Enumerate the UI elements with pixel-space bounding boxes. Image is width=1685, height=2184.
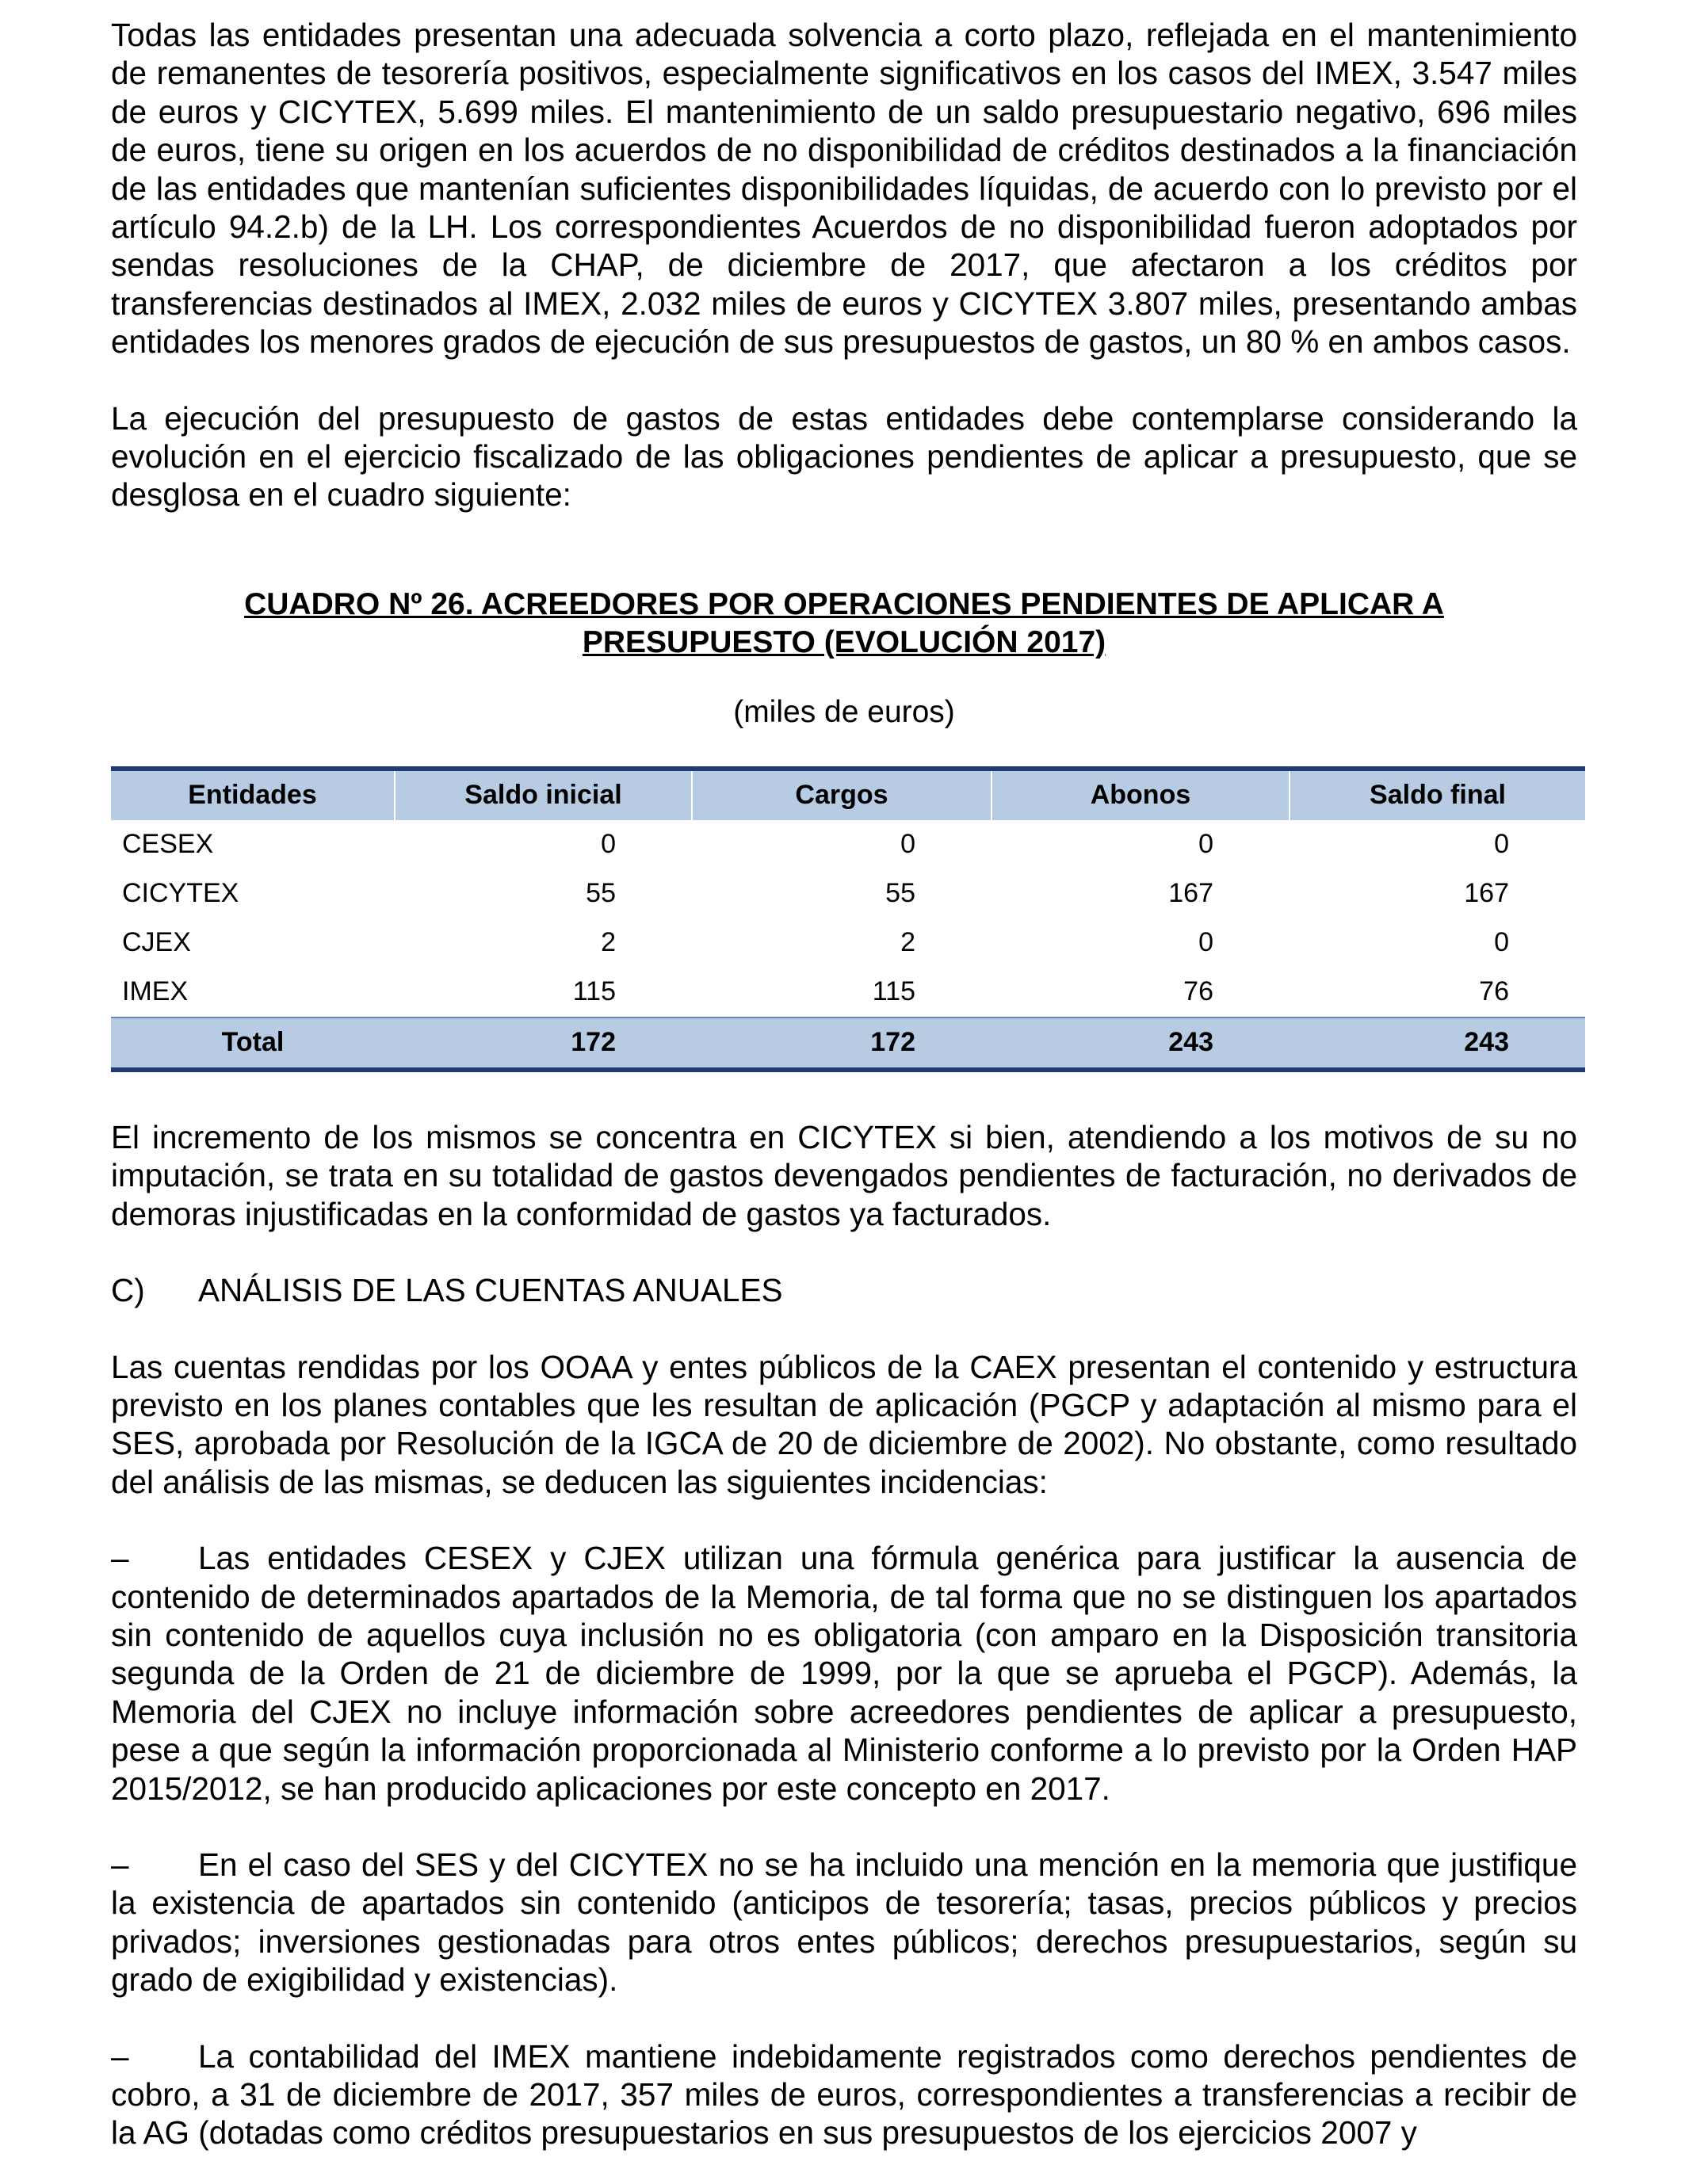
cell-entidad: IMEX <box>122 976 189 1007</box>
bullet-item <box>111 1539 1577 1808</box>
table-row <box>111 869 1585 918</box>
paragraph-gap <box>111 1501 1577 1539</box>
cell-abonos: 167 <box>1168 878 1213 909</box>
cell-saldo-inicial: 115 <box>572 976 616 1007</box>
dash-bullet: – <box>111 2037 129 2075</box>
cell-entidad: CESEX <box>122 829 214 860</box>
table-row <box>111 820 1585 869</box>
cell-saldo-final: 0 <box>1494 927 1509 958</box>
table-header-row <box>111 769 1585 820</box>
bullet-text: La contabilidad del IMEX mantiene indebidamente registrados como derechos pendientes de cobro, a 31 de diciembre de 2017, 357 miles de euros, correspondientes a transferencias a recibir de la AG (dotadas como créditos presupuestarios en sus presupuestos de los ejercicios 2007 y <box>111 2037 1577 2152</box>
cell-cargos: 55 <box>885 878 915 909</box>
bullet-item <box>111 1846 1577 1999</box>
cell-saldo-final: 0 <box>1494 829 1509 860</box>
dash-bullet: – <box>111 1846 129 1883</box>
paragraph-cuentas: Las cuentas rendidas por los OOAA y entes públicos de la CAEX presentan el contenido y estructura previsto en los planes contables que les resultan de aplicación (PGCP y adaptación al mismo para el SES, aprobada por Resolución de la IGCA de 20 de diciembre de 2002). No obstante, como resultado del análisis de las mismas, se deducen las siguientes incidencias: <box>111 1348 1577 1500</box>
bullet-text: En el caso del SES y del CICYTEX no se ha incluido una mención en la memoria que justifique la existencia de apartados sin contenido (anticipos de tesorería; tasas, precios públicos y precios privados; inversiones gestionadas para otros entes públicos; derechos presupuestarios, según su grado de exigibilidad y existencias). <box>111 1846 1577 1999</box>
table-units: (miles de euros) <box>733 694 955 729</box>
cell-saldo-final: 167 <box>1464 878 1509 909</box>
header-entidades: Entidades <box>111 769 395 820</box>
cell-entidad: CJEX <box>122 927 191 958</box>
cell-saldo-inicial: 55 <box>586 878 616 909</box>
table-row <box>111 918 1585 968</box>
header-saldo-inicial: Saldo inicial <box>395 769 692 820</box>
cell-total-cargos: 172 <box>692 1018 992 1070</box>
cell-abonos: 0 <box>1198 927 1213 958</box>
paragraph-ejecucion: La ejecución del presupuesto de gastos de estas entidades debe contemplarse considerando la evolución en el ejercicio fiscalizado de las obligaciones pendientes de aplicar a presupuesto, que se desglosa en el cuadro siguiente: <box>111 399 1577 514</box>
section-heading <box>111 1271 1577 1309</box>
cell-saldo-inicial: 0 <box>601 829 616 860</box>
cell-cargos: 0 <box>900 829 915 860</box>
paragraph-gap <box>111 1233 1577 1271</box>
paragraph-gap <box>111 361 1577 399</box>
table-title <box>111 586 1577 662</box>
bullet-text: Las entidades CESEX y CJEX utilizan una fórmula genérica para justificar la ausencia de contenido de determinados apartados de la Memoria, de tal forma que no se distinguen los apartados sin contenido de aquellos cuya inclusión no es obligatoria (con amparo en la Disposición transitoria segunda de la Orden de 21 de diciembre de 1999, por la que se aprueba el PGCP). Además, la Memoria del CJEX no incluye información sobre acreedores pendientes de aplicar a presupuesto, pese a que según la información proporcionada al Ministerio conforme a lo previsto por la Orden HAP 2015/2012, se han producido aplicaciones por este concepto en 2017. <box>111 1540 1577 1807</box>
header-abonos: Abonos <box>992 769 1290 820</box>
table-title-line2: PRESUPUESTO (EVOLUCIÓN 2017) <box>582 624 1106 659</box>
paragraph-gap <box>111 1999 1577 2037</box>
paragraph-gap <box>111 1808 1577 1846</box>
paragraph-incremento: El incremento de los mismos se concentra en CICYTEX si bien, atendiendo a los motivos de su no imputación, se trata en su totalidad de gastos devengados pendientes de facturación, no derivados de demoras injustificadas en la conformidad de gastos ya facturados. <box>111 1118 1577 1232</box>
paragraph-solvencia: Todas las entidades presentan una adecuada solvencia a corto plazo, reflejada en el mantenimiento de remanentes de tesorería positivos, especialmente significativos en los casos del IMEX, 3.547 miles de euros y CICYTEX, 5.699 miles. El mantenimiento de un saldo presupuestario negativo, 696 miles de euros, tiene su origen en los acuerdos de no disponibilidad de créditos destinados a la financiación de las entidades que mantenían suficientes disponibilidades líquidas, de acuerdo con lo previsto por el artículo 94.2.b) de la LH. Los correspondientes Acuerdos de no disponibilidad fueron adoptados por sendas resoluciones de la CHAP, de diciembre de 2017, que afectaron a los créditos por transferencias destinados al IMEX, 2.032 miles de euros y CICYTEX 3.807 miles, presentando ambas entidades los menores grados de ejecución de sus presupuestos de gastos, un 80 % en ambos casos. <box>111 17 1577 361</box>
cell-cargos: 115 <box>872 976 915 1007</box>
table-title-line1: CUADRO Nº 26. ACREEDORES POR OPERACIONES PENDIENTES DE APLICAR A <box>244 586 1444 621</box>
cell-saldo-inicial: 2 <box>601 927 616 958</box>
header-cargos: Cargos <box>692 769 992 820</box>
cell-abonos: 0 <box>1198 829 1213 860</box>
document-page <box>111 16 1577 2152</box>
dash-bullet: – <box>111 1540 129 1577</box>
section-title: ANÁLISIS DE LAS CUENTAS ANUALES <box>198 1272 783 1309</box>
acreedores-table <box>111 766 1585 1072</box>
cell-total-saldo-inicial: 172 <box>395 1018 692 1070</box>
cell-total-abonos: 243 <box>992 1018 1290 1070</box>
cell-cargos: 2 <box>900 927 915 958</box>
cell-abonos: 76 <box>1183 976 1213 1007</box>
paragraph-gap <box>111 1310 1577 1348</box>
table-total-row <box>111 1018 1585 1070</box>
cell-entidad: CICYTEX <box>122 878 239 909</box>
cell-saldo-final: 76 <box>1479 976 1509 1007</box>
header-saldo-final: Saldo final <box>1290 769 1585 820</box>
cell-total-saldo-final: 243 <box>1290 1018 1585 1070</box>
bullet-item <box>111 2037 1577 2152</box>
table-row <box>111 968 1585 1018</box>
section-letter: C) <box>111 1272 145 1309</box>
cell-total-label: Total <box>111 1018 395 1070</box>
spacer <box>111 1072 1577 1118</box>
